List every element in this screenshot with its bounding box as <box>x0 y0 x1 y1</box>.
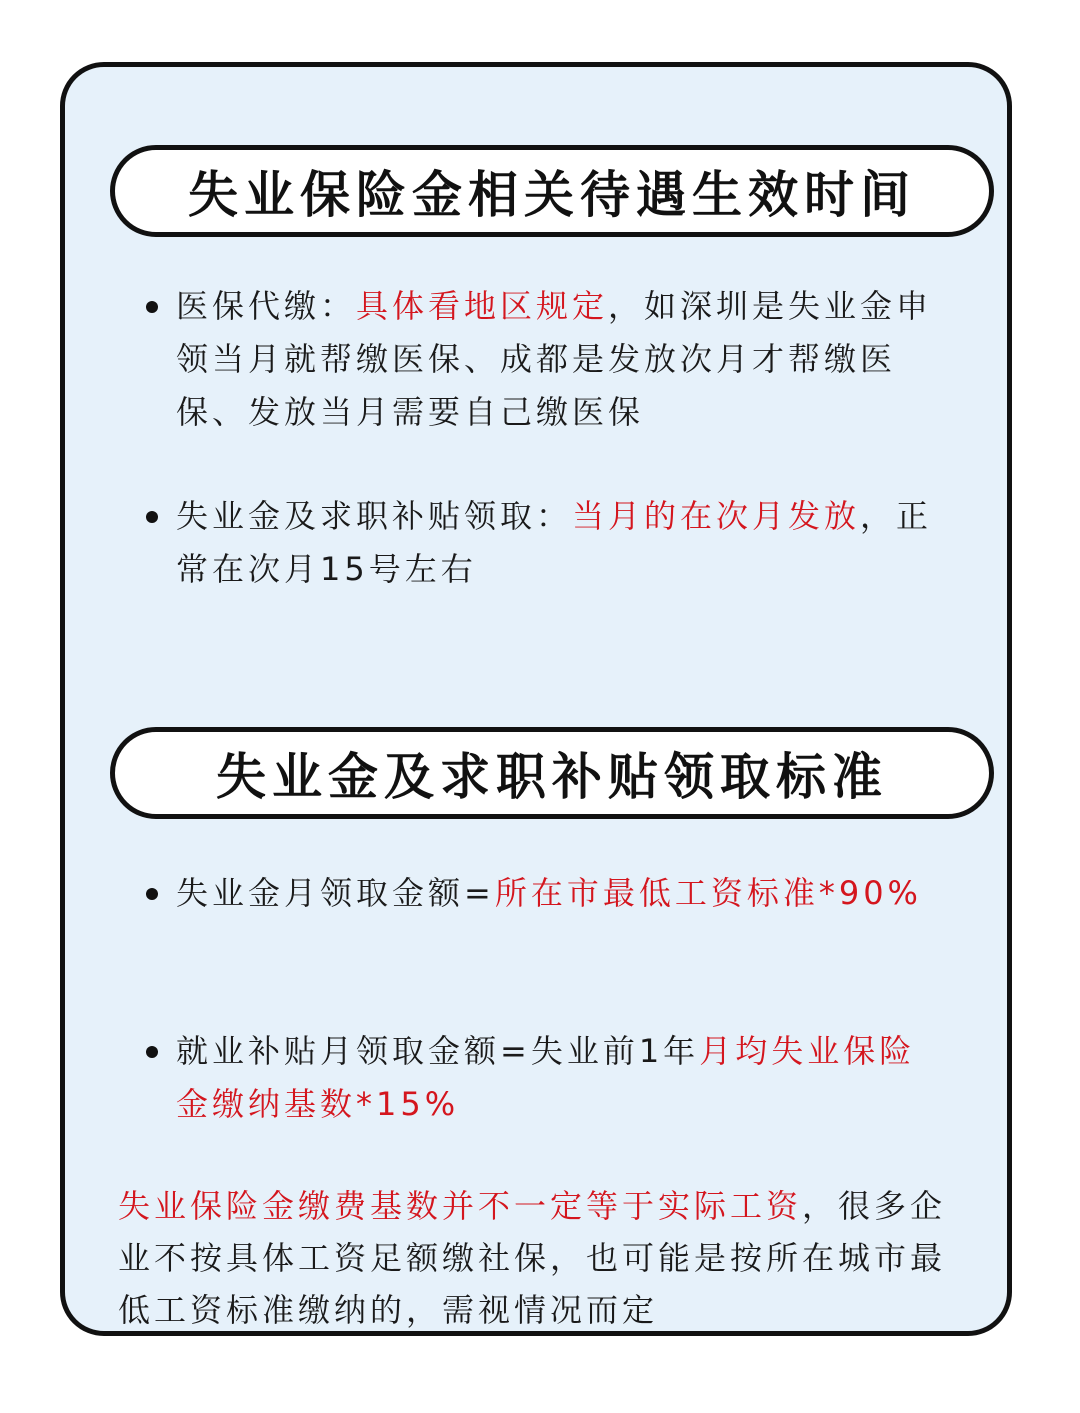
list-item-payment-time <box>176 490 946 596</box>
item-text: ，正常在次月15号左右 <box>176 497 933 588</box>
bullet-icon <box>146 1046 158 1058</box>
section-title-pill-effective-time <box>110 145 994 237</box>
list-item-unemployment-amount <box>176 867 946 920</box>
section-title-standard: 失业金及求职补贴领取标准 <box>216 748 888 806</box>
item-text: ，如深圳是失业金申领当月就帮缴医保、成都是发放次月才帮缴医保、发放当月需要自己缴医保 <box>176 287 933 431</box>
list-item-medical-insurance <box>176 280 946 439</box>
section-title-effective-time: 失业保险金相关待遇生效时间 <box>188 166 916 224</box>
footnote <box>118 1180 958 1336</box>
section-title-pill-standard <box>110 727 994 819</box>
list-item-employment-subsidy <box>176 1025 946 1131</box>
footnote-highlight: 失业保险金缴费基数并不一定等于实际工资 <box>118 1187 803 1225</box>
item-highlight: 当月的在次月发放 <box>572 497 861 535</box>
item-highlight: 所在市最低工资标准*90% <box>494 874 922 912</box>
item-label: 失业金月领取金额= <box>176 874 495 912</box>
content-card <box>60 62 1012 1336</box>
item-highlight: 具体看地区规定 <box>356 287 609 325</box>
footnote-text: ，很多企业不按具体工资足额缴社保，也可能是按所在城市最低工资标准缴纳的，需视情况而定 <box>118 1187 947 1329</box>
item-label: 就业补贴月领取金额=失业前1年 <box>176 1032 700 1070</box>
bullet-icon <box>146 301 158 313</box>
bullet-icon <box>146 888 158 900</box>
bullet-icon <box>146 511 158 523</box>
item-label: 医保代缴： <box>176 287 357 325</box>
item-label: 失业金及求职补贴领取： <box>176 497 573 535</box>
item-highlight: 月均失业保险金缴纳基数*15% <box>176 1032 916 1123</box>
